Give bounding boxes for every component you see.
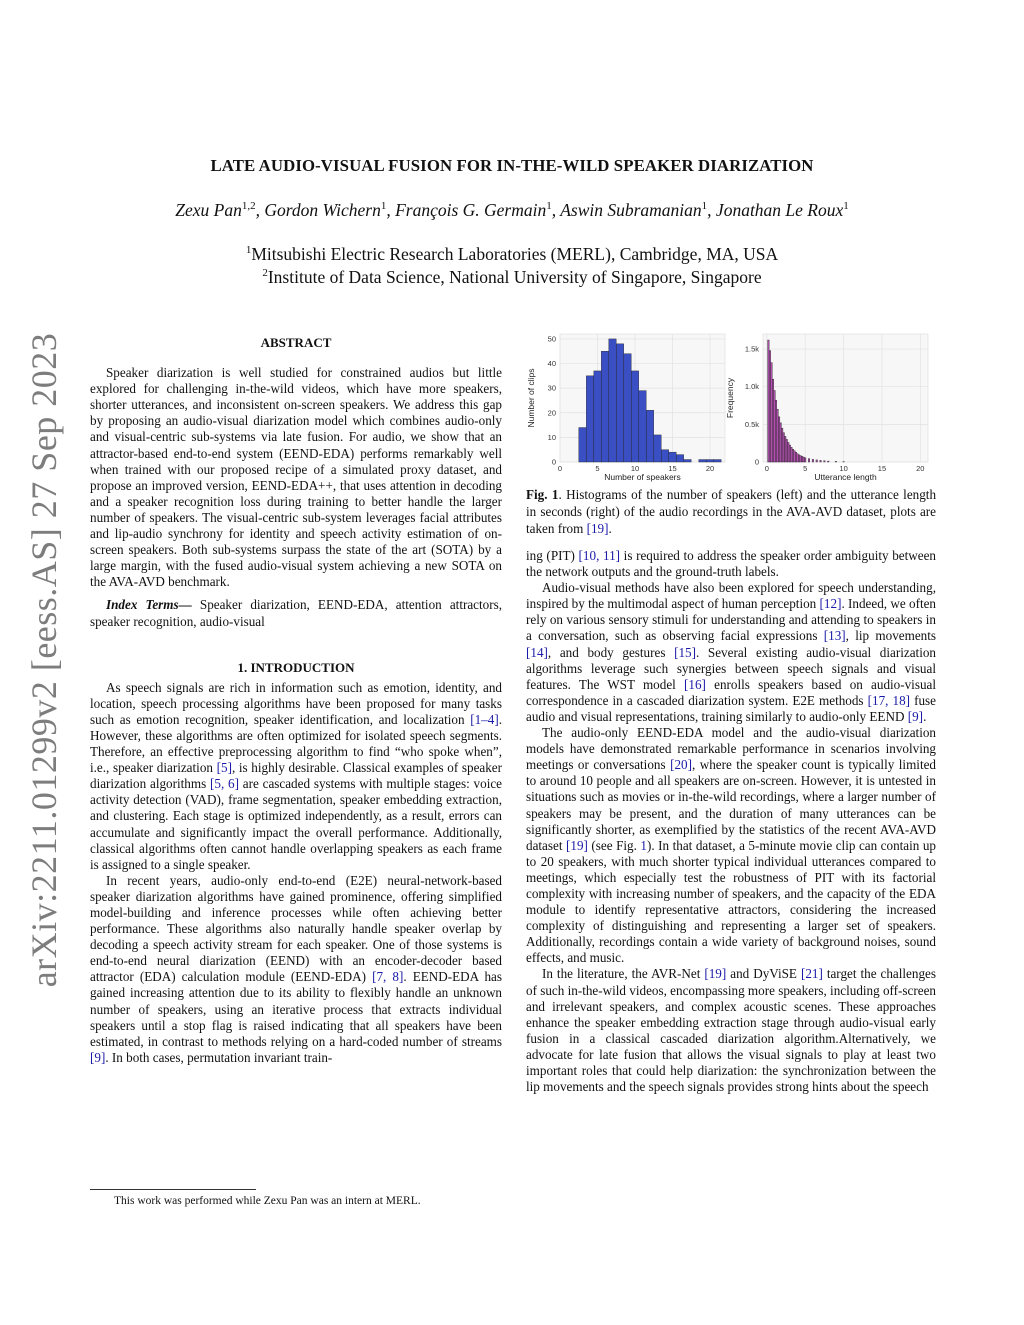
paragraph-text: (see Fig. — [587, 837, 641, 853]
x-axis-label: Number of speakers — [604, 472, 681, 482]
footnote: This work was performed while Zexu Pan was an intern at MERL. — [114, 1195, 421, 1207]
paragraph-text: . Indeed, we often rely on various sensory stimuli for understanding and attending to speakers in a conversation, such as observing facial expressions — [526, 596, 937, 644]
histogram-bar — [791, 447, 793, 462]
paragraph-text: are cascaded systems with multiple stages: voice activity detection (VAD), frame segmentation, speaker embedding extraction, and clustering. Each stage is optimized independently, as a result, errors can accumulate and significantly impact the overall performance. Additionally, classical algorithms often cannot handle overlapping speakers as each frame is assigned to a single speaker. — [90, 776, 503, 872]
author-separator: , — [707, 200, 716, 220]
citation[interactable]: [7, 8] — [372, 969, 404, 985]
affiliation-number: 1 — [245, 244, 252, 256]
histogram-bar — [768, 340, 770, 462]
histogram-bar — [780, 423, 782, 462]
paragraph-text: . EEND-EDA has gained increasing attention due to its ability to flexibly handle an unknown number of speakers, using an iterative process that extracts individual speakers until a stop flag is raised indicating that all speakers have been estimated, in contrast to methods relying on a hard-coded number of streams — [90, 969, 502, 1049]
x-tick-label: 15 — [877, 464, 887, 473]
histogram-bar — [769, 351, 771, 462]
histogram-bar — [798, 455, 800, 462]
affiliation-number: 2 — [262, 267, 268, 279]
citation[interactable]: [13] — [823, 628, 846, 644]
figure-caption-end: . — [608, 521, 612, 536]
index-terms — [90, 597, 502, 629]
author-name: François G. Germain — [395, 200, 547, 220]
author-name: Aswin Subramanian — [560, 200, 702, 220]
histogram-bar — [794, 451, 796, 462]
x-tick-label: 20 — [916, 464, 925, 473]
index-terms-text: Speaker diarization, EEND-EDA, attention attractors, speaker recognition, audio-visual — [90, 597, 503, 629]
citation[interactable]: [10, 11] — [578, 548, 621, 563]
citation[interactable]: [12] — [819, 596, 842, 612]
histogram-bar — [835, 461, 837, 462]
histogram-bar — [639, 391, 646, 462]
paper-title: LATE AUDIO-VISUAL FUSION FOR IN-THE-WILD SPEAKER DIARIZATION — [210, 156, 814, 175]
histogram-bar — [781, 428, 783, 462]
author-name: Gordon Wichern — [264, 200, 381, 220]
x-tick-label: 5 — [803, 464, 808, 473]
affiliation-text: Mitsubishi Electric Research Laboratories (MERL), Cambridge, MA, USA — [251, 244, 779, 264]
histogram-bar — [820, 460, 822, 462]
histogram-bar — [783, 433, 785, 462]
citation[interactable]: 1 — [640, 837, 647, 853]
histogram-bar — [646, 410, 653, 462]
author-separator: , — [551, 200, 561, 220]
paragraph-text: target the challenges of such in-the-wild videos, encompassing more speakers, including off-screen and irrelevant speakers, and complex acoustic scenes. These approaches enhance the speaker embedding extraction stage through audio-visual early fusion in a classical cascaded diarization algorithm.Alternatively, we advocate for late fusion that allows the visual signals to play at least two important roles that could help diarization: the synchronization between the lip movements and the speech signals provides strong hints about the speech — [526, 966, 936, 1095]
histogram-bar — [824, 461, 826, 462]
x-tick-label: 0 — [764, 464, 769, 473]
figure-1 — [515, 326, 945, 486]
histogram-bar — [676, 455, 683, 462]
section-heading-introduction: 1. INTRODUCTION — [237, 659, 355, 675]
citation[interactable]: [9] — [90, 1049, 106, 1065]
histogram-bar — [788, 442, 790, 462]
abstract-text: Speaker diarization is well studied for constrained audios but little explored for challenging in-the-wild videos, which have more speakers, shorter utterances, and inconsistent on-screen speakers. We address this gap by proposing an audio-visual diarization model which combines audio-only and visual-centric sub-systems via late fusion. For audio, we show that an attractor-based end-to-end system (EEND-EDA) performs remarkably well when trained with our proposed recipe of a simulated proxy dataset, and propose an improved version, EEND-EDA++, that uses attention in decoding and a speaker recognition loss during training to better handle the larger number of speakers. The visual-centric sub-system leverages facial attributes and lip-audio synchrony for identity and speech activity estimation of on-screen speakers. Both sub-systems surpass the state of the art (SOTA) by a large margin, with the fused audio-visual system achieving a new SOTA on the AVA-AVD benchmark. — [90, 365, 502, 590]
histogram-bar — [792, 449, 794, 462]
paragraph-text: and DyViSE — [726, 966, 801, 982]
citation[interactable]: [5] — [216, 760, 232, 776]
histogram-bar — [661, 450, 668, 462]
paragraph — [526, 548, 936, 580]
histogram-bar — [669, 452, 676, 462]
citation[interactable]: [19] — [566, 837, 588, 853]
paragraph-text: ing (PIT) — [526, 548, 579, 563]
figure-caption-label: Fig. 1 — [526, 487, 559, 502]
histogram-bar — [771, 363, 773, 462]
histogram-bar — [616, 344, 623, 462]
histogram-bar — [816, 460, 818, 462]
y-axis-label: Number of clips — [526, 368, 536, 428]
histogram-bar — [795, 452, 797, 462]
histogram-bar — [772, 379, 774, 462]
citation[interactable]: [1–4] — [470, 711, 499, 727]
y-tick-label: 10 — [547, 432, 556, 442]
histogram-bar — [789, 445, 791, 462]
y-tick-label: 0 — [551, 457, 556, 467]
figure-caption — [526, 486, 936, 537]
histogram-bar — [804, 458, 806, 462]
x-tick-label: 20 — [705, 464, 715, 473]
histogram-bar — [808, 459, 810, 462]
paragraph — [90, 873, 502, 1066]
histogram-bar — [586, 376, 593, 462]
left-column — [90, 335, 502, 1066]
paragraph-text: fuse audio and visual representations, training similarly to audio-only EEND — [526, 692, 936, 724]
x-tick-label: 10 — [839, 464, 848, 473]
y-axis-label: Frequency — [725, 377, 735, 419]
histogram-bar — [812, 459, 814, 462]
histogram-bar — [800, 456, 802, 462]
paragraph — [526, 725, 936, 966]
author-affiliation-mark: 1 — [843, 200, 849, 212]
paragraph-text: , lip movements — [845, 628, 937, 644]
paragraph-text: Audio-visual methods have also been explored for speech understanding, inspired by the multimodal aspect of human perception — [526, 580, 936, 612]
histogram-bar — [801, 456, 803, 462]
author-separator: , — [255, 200, 265, 220]
citation[interactable]: [14] — [526, 644, 548, 660]
x-tick-label: 15 — [668, 464, 677, 473]
histogram-bar — [714, 460, 721, 462]
paragraph-text: . In both cases, permutation invariant train- — [105, 1049, 333, 1065]
figure-caption-text: . Histograms of the number of speakers (left) and the utterance length in seconds (right) of the audio recordings in the AVA-AVD dataset, plots are taken from — [526, 487, 937, 536]
citation[interactable]: [19] — [704, 966, 727, 982]
y-tick-label: 0 — [754, 457, 759, 467]
paragraph-text: . Several existing audio-visual diarization algorithms leverage such synergies between speech signals and visual features. The WST model — [526, 644, 936, 692]
histogram-bar — [797, 454, 799, 462]
x-tick-label: 10 — [630, 464, 640, 473]
citation[interactable]: [20] — [670, 757, 692, 773]
introduction-body — [90, 680, 502, 1066]
author-name: Jonathan Le Roux — [715, 200, 844, 220]
histogram-bar — [609, 339, 616, 462]
histogram-bar — [786, 439, 788, 462]
x-tick-label: 0 — [557, 464, 563, 473]
paragraph — [90, 680, 502, 873]
affiliation-text: Institute of Data Science, National University of Singapore, Singapore — [267, 267, 762, 287]
paragraph — [526, 580, 936, 725]
citation[interactable]: [21] — [800, 966, 823, 982]
histogram-bar — [579, 428, 586, 462]
y-tick-label: 1.5k — [744, 344, 759, 354]
paragraph-text: enrolls speakers based on audio-visual correspondence in a cascaded diarization system. E2E methods — [526, 676, 936, 708]
histogram-bar — [777, 409, 779, 462]
histogram-bar — [699, 460, 706, 462]
citation[interactable]: [15] — [674, 644, 696, 660]
paragraph-text: ). In that dataset, a 5-minute movie clip can contain up to 20 speakers, with much shorter typical individual utterances compared to meetings, which especially test the robustness of PIT with its factorial complexity with increasing number of speakers, and the capacity of the EDA module to identify representative attractors, considering the increased complexity of distinguishing and representing a larger set of speakers. Additionally, recordings contain a wide variety of background noises, sound effects, and music. — [526, 837, 937, 966]
histogram-figure — [515, 326, 945, 486]
paragraph-text: is required to address the speaker order ambiguity between the network outputs and the ground-truth labels. — [526, 548, 936, 580]
histogram-bar — [706, 460, 713, 462]
paragraph-text: , and body gestures — [547, 644, 675, 660]
author-separator: , — [386, 200, 396, 220]
paragraph-text: . — [923, 708, 927, 724]
histogram-bar — [594, 371, 601, 462]
y-tick-label: 40 — [547, 359, 556, 369]
affiliation-1 — [0, 244, 1024, 265]
author-affiliation-mark: 1,2 — [241, 200, 256, 212]
y-tick-label: 0.5k — [744, 419, 759, 429]
paragraph-text: In recent years, audio-only end-to-end (E2E) neural-network-based speaker diarization algorithms have gained prominence, offering simplified model-building and inference processes while often achieving better performance. These algorithms also naturally handle speaker overlap by decoding a speech activity stream for each speaker. One of those systems is end-to-end neural diarization (EEND) with an encoder-decoder based attractor (EDA) calculation module (EEND-EDA) — [90, 872, 502, 985]
author-list — [0, 200, 1024, 221]
y-tick-label: 1.0k — [744, 382, 759, 392]
x-axis-label: Utterance length — [814, 472, 877, 482]
paragraph-text: , is highly desirable. Classical examples of speaker diarization algorithms — [90, 760, 503, 792]
histogram-bar — [654, 435, 661, 462]
histogram-bar — [601, 351, 608, 462]
citation[interactable]: [16] — [684, 676, 706, 692]
citation[interactable]: [17, 18] — [867, 692, 911, 708]
author-affiliation-mark: 1 — [546, 200, 552, 212]
paragraph — [526, 966, 936, 1095]
x-tick-label: 5 — [595, 464, 600, 473]
affiliation-2 — [0, 267, 1024, 288]
arxiv-stamp: arXiv:2211.01299v2 [eess.AS] 27 Sep 2023 — [24, 332, 64, 988]
index-terms-label: Index Terms— — [106, 597, 192, 613]
histogram-bar — [774, 390, 776, 462]
histogram-bar — [775, 400, 777, 462]
paragraph-text: The audio-only EEND-EDA model and the audio-visual diarization models have demonstrated remarkable performance in scenarios involving meetings or conversations — [526, 725, 936, 773]
paragraph-text: As speech signals are rich in information such as emotion, identity, and location, speech processing algorithms have been proposed for many tasks such as emotion recognition, speaker identification, and localization — [90, 679, 502, 727]
paragraph-text: . However, these algorithms are often optimized for isolated speech segments. Therefore, an effective preprocessing algorithm to find “who spoke when”, i.e., speaker diarization — [90, 711, 502, 776]
right-column — [526, 548, 936, 1095]
histogram-bar — [827, 461, 829, 462]
author-name: Zexu Pan — [175, 200, 242, 220]
y-tick-label: 50 — [547, 334, 556, 344]
histogram-bar — [778, 417, 780, 462]
histogram-bar — [785, 436, 787, 462]
author-affiliation-mark: 1 — [380, 200, 387, 212]
footnote-rule — [90, 1189, 256, 1190]
abstract-heading: ABSTRACT — [260, 335, 332, 350]
histogram-bar — [624, 354, 631, 462]
paragraph-text: In the literature, the AVR-Net — [542, 966, 705, 982]
y-tick-label: 30 — [547, 383, 556, 393]
histogram-bar — [631, 371, 638, 462]
paragraph-text: , where the speaker count is typically limited to around 10 people and all speakers are on-screen. However, it is untested in situations such as movies or in-the-wild recordings, where a larger number of speakers may be present, and the duration of many utterances can be significantly shorter, as exemplified by the statistics of the recent AVA-AVD dataset — [526, 757, 936, 853]
y-tick-label: 20 — [547, 408, 556, 418]
citation[interactable]: [5, 6] — [210, 776, 239, 792]
author-affiliation-mark: 1 — [701, 200, 708, 212]
citation[interactable]: [9] — [907, 708, 924, 724]
citation[interactable]: [19] — [586, 521, 609, 536]
histogram-bar — [803, 457, 805, 462]
histogram-bar — [684, 460, 691, 462]
